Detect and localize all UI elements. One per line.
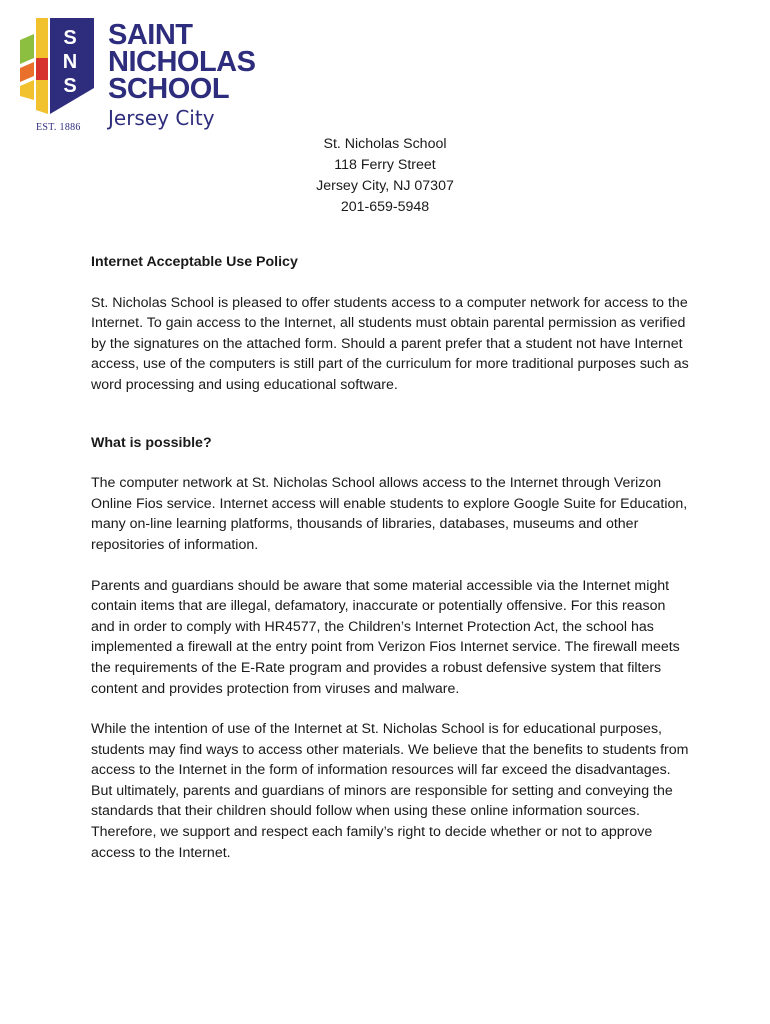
shield-letter-2: N	[62, 51, 78, 73]
wordmark-line-1: SAINT	[108, 19, 193, 51]
wordmark-line-2: NICHOLAS	[108, 46, 256, 78]
logo-established: EST. 1886	[36, 122, 81, 133]
address-street: 118 Ferry Street	[334, 157, 436, 173]
address-city: Jersey City, NJ 07307	[316, 178, 454, 194]
shield-letter-1: S	[63, 27, 77, 49]
intro-paragraph: St. Nicholas School is pleased to offer students access to a computer network for access to the Internet. To gain access to the Internet, all students must obtain parental permission as verified by the signatures on the attached form. Should a parent prefer that a student not have Internet access, use of the computers is still part of the curriculum for more traditional purposes such as word processing and using educational software.	[91, 294, 689, 393]
address-name: St. Nicholas School	[323, 136, 447, 152]
shield-emblem-icon	[18, 18, 98, 118]
logo-city: Jersey City	[108, 106, 215, 130]
document-body	[91, 252, 691, 863]
possible-heading: What is possible?	[91, 434, 212, 451]
shield-letter-3: S	[63, 75, 77, 97]
policy-heading: Internet Acceptable Use Policy	[91, 254, 298, 270]
possible-paragraph-2: Parents and guardians should be aware that some material accessible via the Internet might contain items that are illegal, defamatory, inaccurate or potentially offensive. For this reason and in order to comply with HR4577, the Children’s Internet Protection Act, the school has implemented a firewall at the entry point from Verizon Fios Internet service. The firewall meets the requirements of the E-Rate program and provides a robust defensive system that filters content and provides protection from viruses and malware.	[91, 577, 680, 697]
school-name-wordmark	[108, 19, 256, 105]
possible-paragraph-1: The computer network at St. Nicholas School allows access to the Internet through Verizon Online Fios service. Internet access will enable students to explore Google Suite for Education, many on-line learning platforms, thousands of libraries, databases, museums and other repositories of information.	[91, 475, 688, 553]
wordmark-line-3: SCHOOL	[108, 73, 230, 105]
school-address-block	[230, 134, 540, 218]
possible-paragraph-3: While the intention of use of the Internet at St. Nicholas School is for educational purposes, students may find ways to access other materials. We believe that the benefits to students from access to the Internet in the form of information resources will far exceed the disadvantages. But ultimately, parents and guardians of minors are responsible for setting and conveying the standards that their children should follow when using these online information sources. Therefore, we support and respect each family’s right to decide whether or not to approve access to the Internet.	[91, 721, 689, 861]
school-logo	[18, 18, 278, 136]
address-phone: 201-659-5948	[340, 199, 430, 215]
